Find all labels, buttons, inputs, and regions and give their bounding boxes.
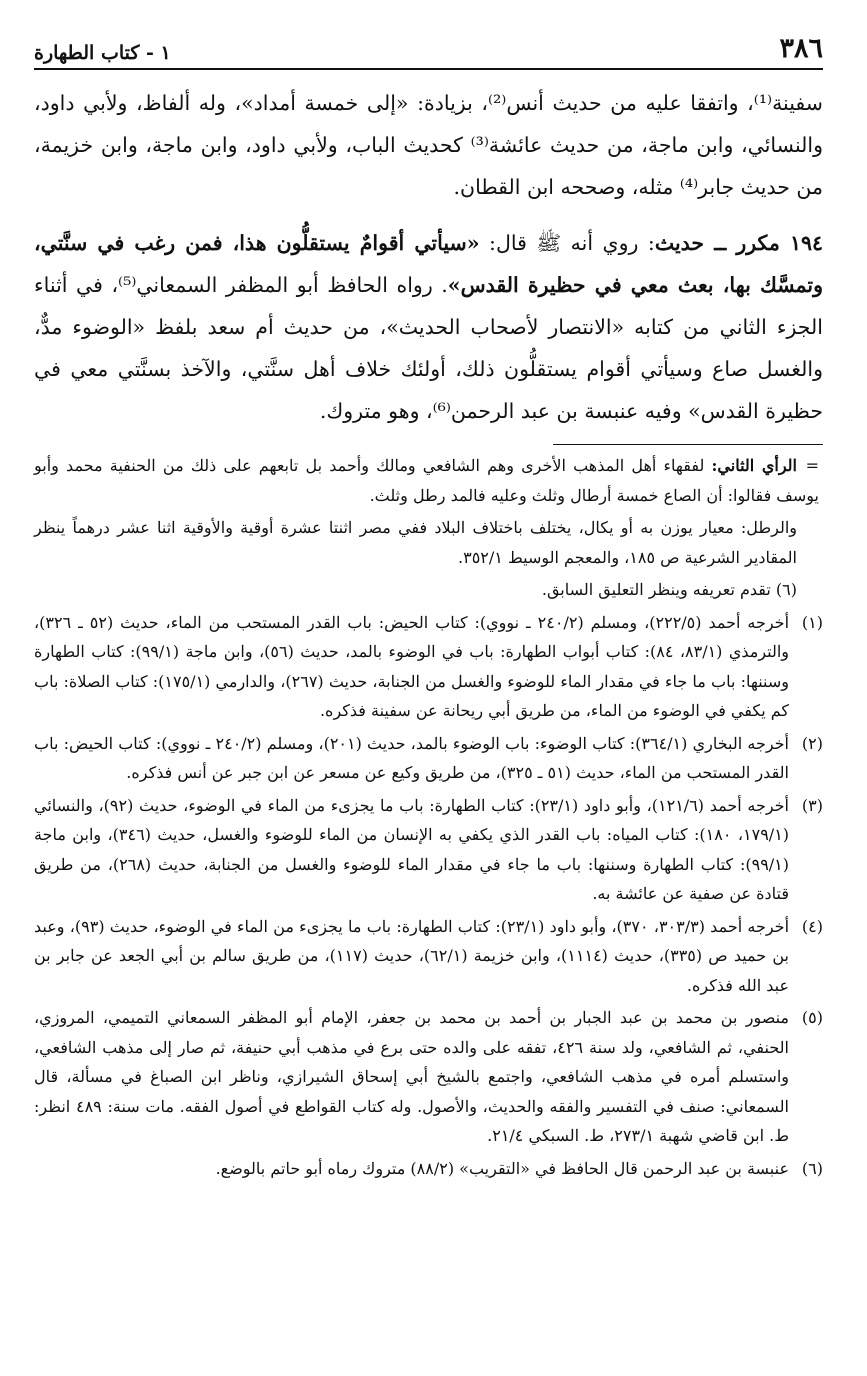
footnote-continuation-3: (٦) تقدم تعريفه وينظر التعليق السابق. (541, 580, 797, 599)
footnote-number: (١) (801, 612, 823, 632)
footnote-continuation (34, 451, 819, 510)
main-text (34, 82, 823, 432)
footnote-item (34, 912, 823, 1001)
footnote-continuation-2: والرطل: معيار يوزن به أو يكال، يختلف باختلاف البلاد ففي مصر اثنتا عشرة أوقية والأوقية اثنا عشر درهماً ينظر المقادير الشرعية ص ١٨٥، والمعجم الوسيط ٣٥٢/١. (34, 518, 798, 567)
footnote-text: عنبسة بن عبد الرحمن قال الحافظ في «التقريب» (٨٨/٢) متروك رماه أبو حاتم بالوضع. (215, 1158, 789, 1178)
footnote-separator (553, 444, 823, 445)
footnote-text: أخرجه أحمد (٣٠٣/٣، ٣٧٠)، وأبو داود (٢٣/١): كتاب الطهارة: باب ما يجزىء من الماء في الوضوء، حديث (٩٣)، وعبد بن حميد ص (٣٣٥)، حديث (١١١٤)، وابن خزيمة (٦٢/١)، حديث (١١٧)، من طريق سالم بن أبي الجعد عن جابر بن عبد الله فذكره. (34, 916, 790, 995)
footnote-text: أخرجه أحمد (١٢١/٦)، وأبو داود (٢٣/١): كتاب الطهارة: باب ما يجزىء من الماء في الوضوء، حديث (٩٢)، والنسائي (١٧٩/١، ١٨٠): كتاب المياه: باب القدر الذي يكفي به الإنسان من الماء للوضوء والغسل، حديث (٣٤٦)، وابن ماجة (٩٩/١): كتاب الطهارة وسننها: باب ما جاء في مقدار الماء للوضوء والغسل من الجنابة، حديث (٢٦٨)، من طريق قتادة عن صفية عن عائشة به. (34, 795, 790, 903)
footnote-item (34, 1154, 823, 1184)
footnote-number: (٢) (801, 733, 823, 753)
footnote-number: (٦) (801, 1158, 823, 1178)
running-title: ١ - كتاب الطهارة (34, 42, 171, 64)
hadith-quote: «سيأتي أقوامٌ يستقلُّون هذا، فمن رغب في سنَّتي، وتمسَّك بها، بعث معي في حظيرة القدس» (34, 231, 823, 297)
footnote-number: (٥) (801, 1008, 823, 1027)
page-header (34, 26, 823, 70)
continuation-text: لفقهاء أهل المذهب الأخرى وهم الشافعي ومالك وأحمد بل تابعهم على ذلك من الحنفية محمد وأبو يوسف فقالوا: أن الصاع خمسة أرطال وثلث وعليه فالمد رطل وثلث. (34, 456, 819, 505)
footnote-number: (٣) (801, 795, 823, 815)
paragraph-1: سفينة⁽¹⁾، واتفقا عليه من حديث أنس⁽²⁾، بزيادة: «إلى خمسة أمداد»، وله ألفاظ، ولأبي داود، والنسائي، وابن ماجة، من حديث عائشة⁽³⁾ كحديث الباب، ولأبي داود، وابن ماجة، وابن خزيمة، من حديث جابر⁽⁴⁾ مثله، وصححه ابن القطان. (34, 91, 823, 199)
hadith-intro: : روي أنه ﷺ قال: (479, 231, 655, 255)
continuation-mark: = (805, 456, 819, 475)
footnote-text: أخرجه البخاري (٣٦٤/١): كتاب الوضوء: باب الوضوء بالمد، حديث (٢٠١)، ومسلم (٢٤٠/٢ ـ نووي): كتاب الحيض: باب القدر المستحب من الماء، حديث (٥١ ـ ٣٢٥)، من طريق وكيع عن مسعر عن ابن جبر عن أنس فذكره. (34, 733, 789, 782)
footnote-item (34, 729, 823, 788)
hadith-paragraph (34, 222, 823, 432)
footnote-text: أخرجه أحمد (٢٢٢/٥)، ومسلم (٢٤٠/٢ ـ نووي): كتاب الحيض: باب القدر المستحب من الماء، حديث (٥٢ ـ ٣٢٦)، والترمذي (٨٣/١، ٨٤): كتاب أبواب الطهارة: باب في الوضوء بالمد، حديث (٥٦)، وابن ماجة (٩٩/١): كتاب الطهارة وسننها: باب ما جاء في مقدار الماء للوضوء والغسل من الجنابة، حديث (٢٦٧)، والدارمي (١٧٥/١): كتاب الصلاة: باب كم يكفي في الوضوء من الماء، من طريق أبي ريحانة عن سفينة فذكره. (34, 612, 790, 720)
footnote-item (34, 608, 823, 726)
footnotes (34, 451, 823, 1183)
hadith-number: ١٩٤ مكرر ــ حديث (654, 231, 824, 255)
hadith-commentary: . رواه الحافظ أبو المظفر السمعاني⁽⁵⁾، في أثناء الجزء الثاني من كتابه «الانتصار لأصحاب الحديث»، من حديث أم سعد بلفظ «الوضوء مدٌّ، والغسل صاع وسيأتي أقوام يستقلُّون ذلك، أولئك خلاف أهل سنَّتي، والآخذ بسنَّتي معي في حظيرة القدس» وفيه عنبسة بن عبد الرحمن⁽⁶⁾، وهو متروك. (34, 273, 823, 423)
page-number: ٣٨٦ (779, 33, 823, 64)
footnote-item (34, 1003, 823, 1151)
footnote-item (34, 791, 823, 909)
footnote-text: منصور بن محمد بن عبد الجبار بن أحمد بن محمد بن جعفر، الإمام أبو المظفر السمعاني التميمي، المروزي، الحنفي، ثم الشافعي، ولد سنة ٤٢٦، تفقه على والده حتى برع في مذهب أبي حنيفة، ثم صار إلى مذهب الشافعي، واستسلم أمره في مذهب الشافعي، واجتمع بالشيخ أبي إسحاق الشيرازي، وناظر ابن الصباغ في مسألة، قال السمعاني: صنف في التفسير والفقه والحديث، والأصول. وله كتاب القواطع في أصول الفقه. مات سنة: ٤٨٩ انظر: ط. ابن قاضي شهبة ٢٧٣/١، ط. السبكي ٢١/٤. (34, 1008, 790, 1145)
footnote-number: (٤) (801, 916, 823, 936)
continuation-lead: الرأي الثاني: (711, 456, 797, 475)
